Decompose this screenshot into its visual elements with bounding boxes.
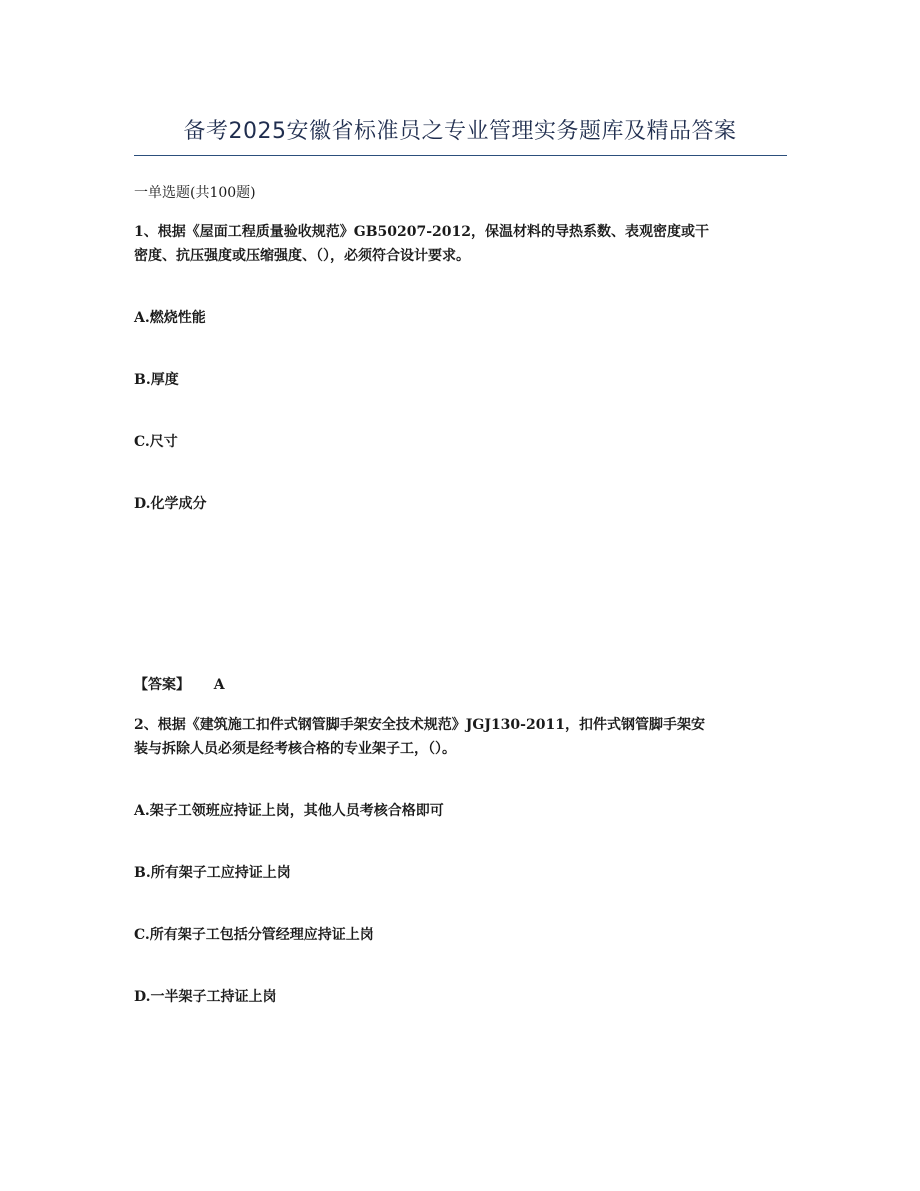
question-2-option-b: B.所有架子工应持证上岗 (134, 865, 291, 881)
title-underline (134, 155, 787, 156)
document-title: 备考2025安徽省标准员之专业管理实务题库及精品答案 (183, 119, 737, 144)
question-1-option-a: A.燃烧性能 (134, 310, 206, 326)
question-1-option-c: C.尺寸 (134, 434, 178, 450)
answer-label: 【答案】 (134, 677, 190, 693)
section-heading: 一单选题(共100题) (134, 185, 256, 201)
question-2-option-c: C.所有架子工包括分管经理应持证上岗 (134, 927, 374, 943)
question-2-option-a: A.架子工领班应持证上岗，其他人员考核合格即可 (134, 803, 444, 819)
question-1-option-b: B.厚度 (134, 372, 179, 388)
question-2-text-line1: 2、根据《建筑施工扣件式钢管脚手架安全技术规范》JGJ130-2011，扣件式钢管脚手架安 (134, 717, 705, 733)
question-2-option-d: D.一半架子工持证上岗 (134, 989, 277, 1005)
question-1-text-line1: 1、根据《屋面工程质量验收规范》GB50207-2012，保温材料的导热系数、表观密度或干 (134, 224, 710, 240)
question-2-text-line2: 装与拆除人员必须是经考核合格的专业架子工，（）。 (134, 741, 456, 757)
question-1-text-line2: 密度、抗压强度或压缩强度、（），必须符合设计要求。 (134, 248, 470, 264)
question-1-option-d: D.化学成分 (134, 496, 207, 512)
answer-value: A (213, 677, 225, 693)
question-1-answer (134, 675, 225, 695)
